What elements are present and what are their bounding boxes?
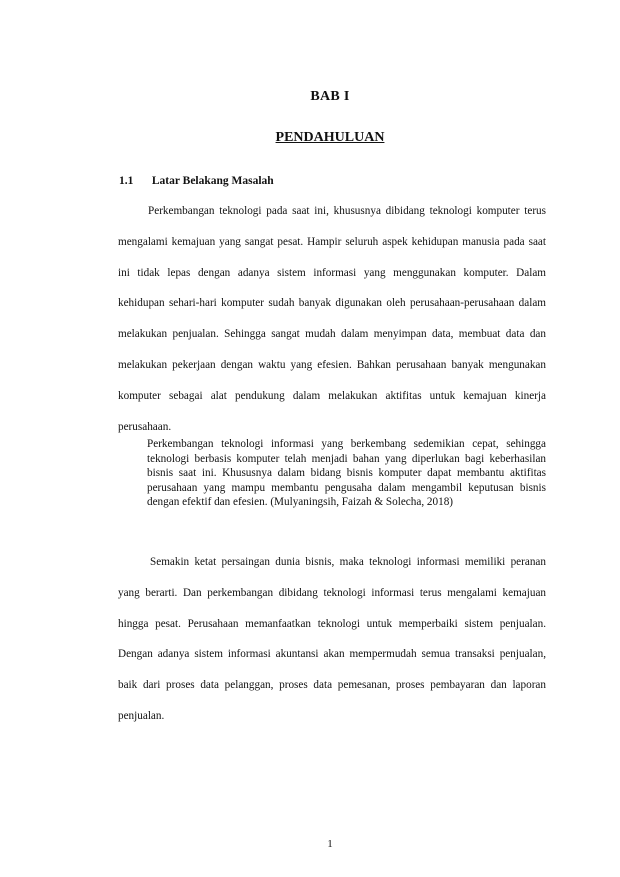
chapter-number: BAB I [310,89,350,104]
section-heading [119,175,274,187]
section-number: 1.1 [119,175,134,187]
page-number: 1 [327,838,333,850]
body-paragraph-1: Perkembangan teknologi pada saat ini, khususnya dibidang teknologi komputer terus mengalami kemajuan yang sangat pesat. Hampir seluruh aspek kehidupan manusia pada saat ini tidak lepas dengan adanya sistem informasi yang menggunakan komputer. Dalam kehidupan sehari-hari komputer sudah banyak digunakan oleh perusahaan-perusahaan dalam melakukan penjualan. Sehingga sangat mudah dalam menyimpan data, membuat data dan melakukan pekerjaan dengan waktu yang efesien. Bahkan perusahaan banyak mengunakan komputer sebagai alat pendukung dalam melakukan aktifitas untuk kemajuan kinerja perusahaan. [118,205,546,433]
section-title: Latar Belakang Masalah [151,175,274,187]
body-paragraph-2: Semakin ketat persaingan dunia bisnis, maka teknologi informasi memiliki peranan yang berarti. Dan perkembangan dibidang teknologi informasi terus mengalami kemajuan hingga pesat. Perusahaan memanfaatkan teknologi untuk memperbaiki sistem penjualan. Dengan adanya sistem informasi akuntansi akan mempermudah semua transaksi penjualan, baik dari proses data pelanggan, proses data pemesanan, proses pembayaran dan laporan penjualan. [118,556,546,722]
block-quote: Perkembangan teknologi informasi yang berkembang sedemikian cepat, sehingga teknologi berbasis komputer telah menjadi bahan yang diperlukan bagi keberhasilan bisnis saat ini. Khususnya dalam bidang bisnis komputer dapat membantu aktifitas perusahaan yang mampu membantu pengusaha dalam mengambil keputusan bisnis dengan efektif dan efesien. (Mulyaningsih, Faizah & Solecha, 2018) [147,438,546,509]
chapter-title: PENDAHULUAN [275,130,385,145]
